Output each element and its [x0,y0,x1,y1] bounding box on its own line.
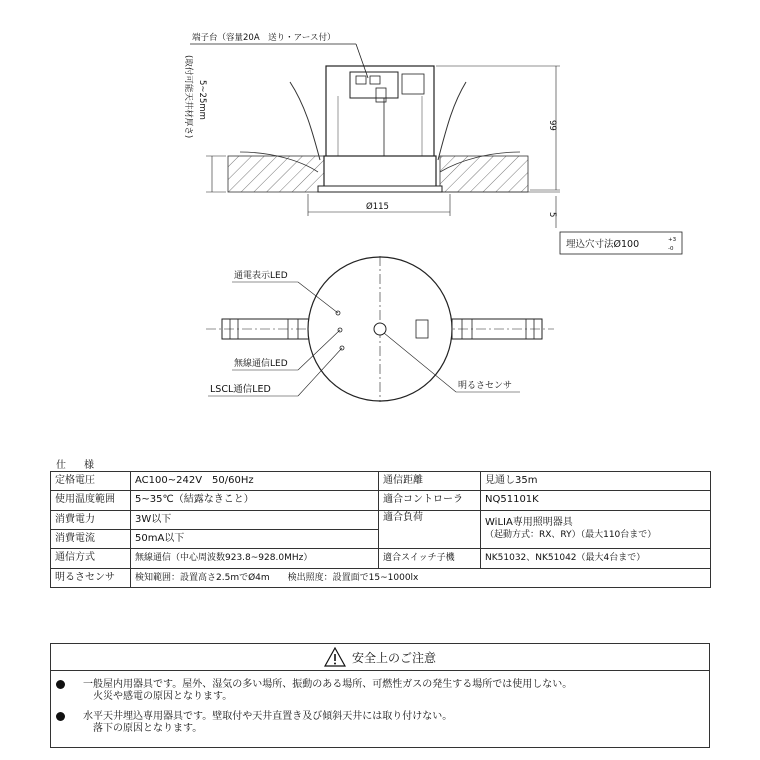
spec-value: 5~35℃（結露なきこと） [131,491,379,510]
safety-title: 安全上のご注意 [351,650,436,665]
height-dim: 99 [547,120,557,131]
load-line-2: （起動方式：RX、RY）（最大110台まで） [485,530,657,541]
ceiling-right [440,156,528,192]
spec-label: 適合コントローラ [379,491,481,510]
safety-note [51,711,709,735]
spec-value [481,510,711,549]
bottom-view [206,256,554,402]
spec-value: NK51032、NK51042（最大4台まで） [481,549,711,568]
spec-value: AC100~242V 50/60Hz [131,472,379,491]
note-line: 火災や感電の原因となります。 [93,691,233,702]
bullet-icon [56,712,65,721]
spec-title: 仕 様 [56,460,98,471]
spec-value: 見通し35m [481,472,711,491]
safety-box [50,643,710,748]
diameter-dim: Ø115 [366,202,389,212]
lscl-led-label: LSCL通信LED [210,384,271,395]
table-row [51,510,711,529]
ceiling-thickness-label: (取付可能天井材厚さ) [183,55,193,139]
cutout-label: 埋込穴寸法Ø100 [566,239,640,250]
table-row [51,568,711,587]
ceiling-thickness-range: 5~25mm [197,80,207,120]
sensor-label: 明るさセンサ [458,381,513,391]
spec-label: 通信方式 [51,549,131,568]
warning-icon [324,647,346,667]
spec-value: 50mA以下 [131,529,379,548]
terminal-label: 端子台（容量20A 送り・アース付） [192,33,336,43]
side-view [183,32,682,254]
receiver-window [416,320,428,338]
table-row [51,472,711,491]
spec-value: NQ51101K [481,491,711,510]
spec-label: 消費電力 [51,510,131,529]
safety-note [51,679,709,703]
spec-label: 適合スイッチ子機 [379,549,481,568]
spec-value: 3W以下 [131,510,379,529]
bottom-dim: 5 [547,212,557,218]
safety-header [51,644,709,671]
spec-label: 消費電流 [51,529,131,548]
spec-label: 使用温度範囲 [51,491,131,510]
spec-value: 検知範囲：設置高さ2.5mでØ4m 検出照度：設置面で15~1000lx [131,568,711,587]
note-line: 水平天井埋込専用器具です。壁取付や天井直置き及び傾斜天井には取り付けない。 [83,711,453,722]
load-line-1: WiLIA専用照明器具 [485,517,573,529]
spec-label: 定格電圧 [51,472,131,491]
note-line: 落下の原因となります。 [93,723,203,734]
spring-right [438,82,466,160]
spec-label: 適合負荷 [379,510,481,549]
table-row [51,549,711,568]
cutout-tol-plus: +3 [668,237,677,243]
power-led-label: 通電表示LED [234,271,288,281]
spring-left [290,82,320,160]
note-line: 一般屋内用器具です。屋外、湿気の多い場所、振動のある場所、可燃性ガスの発生する場所では使用しない。 [83,679,573,690]
ceiling-left [228,156,324,192]
spec-value: 無線通信（中心周波数923.8~928.0MHz） [131,549,379,568]
bullet-icon [56,680,65,689]
spec-label: 通信距離 [379,472,481,491]
body-bezel [324,156,436,190]
cutout-tol-minus: -0 [668,246,674,252]
wireless-led-label: 無線通信LED [234,359,288,369]
table-row [51,491,711,510]
spec-label: 明るさセンサ [51,568,131,587]
spec-table [50,471,711,588]
